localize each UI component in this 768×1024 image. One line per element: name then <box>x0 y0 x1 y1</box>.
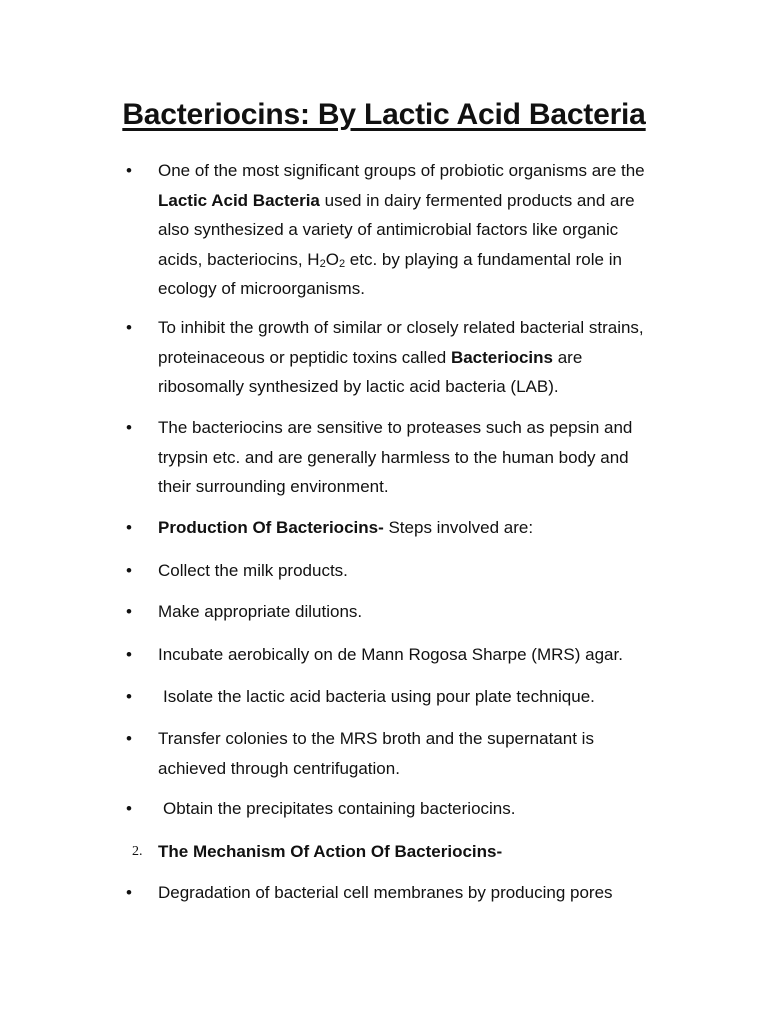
bullet-icon: • <box>126 161 132 180</box>
list-item-text: Isolate the lactic acid bacteria using pour plate technique. <box>163 687 595 706</box>
list-item-text: Obtain the precipitates containing bacteriocins. <box>163 799 516 818</box>
bullet-icon: • <box>126 687 132 706</box>
bullet-icon: • <box>126 418 132 437</box>
list-item-text: Collect the milk products. <box>158 561 348 580</box>
list-item-text: Make appropriate dilutions. <box>158 602 363 621</box>
list-item-text: To inhibit the growth of similar or closely related bacterial strains, proteinaceous or peptidic toxins called Bacteriocins are ribosomally synthesized by lactic acid bacteria (LAB). <box>158 318 644 396</box>
list-item-text: Degradation of bacterial cell membranes by producing pores <box>158 883 613 902</box>
bullet-icon: • <box>126 561 132 580</box>
bullet-icon: • <box>126 518 132 537</box>
list-item-text: Production Of Bacteriocins- Steps involved are: <box>158 518 534 537</box>
list-item-text: One of the most significant groups of probiotic organisms are the Lactic Acid Bacteria used in dairy fermented products and are also synthesized a variety of antimicrobial factors like organic acids, bacteriocins, $H_2O_2$ etc. by playing a fundamental role in ecology of microorganisms. <box>158 161 645 298</box>
bullet-icon: • <box>126 645 132 664</box>
bullet-icon: • <box>126 318 132 337</box>
page-title: Bacteriocins: By Lactic Acid Bacteria <box>122 98 646 131</box>
bullet-icon: • <box>126 883 132 902</box>
bullet-icon: • <box>126 602 132 621</box>
list-item-text: Transfer colonies to the MRS broth and the supernatant is achieved through centrifugation. <box>158 729 594 778</box>
list-item-text: Incubate aerobically on de Mann Rogosa Sharpe (MRS) agar. <box>158 645 623 664</box>
list-item-text: The Mechanism Of Action Of Bacteriocins- <box>158 842 503 861</box>
bullet-icon: • <box>126 799 132 818</box>
bullet-icon: • <box>126 729 132 748</box>
list-item-text: The bacteriocins are sensitive to proteases such as pepsin and trypsin etc. and are generally harmless to the human body and their surrounding environment. <box>158 418 633 496</box>
list-number: 2. <box>132 844 143 859</box>
